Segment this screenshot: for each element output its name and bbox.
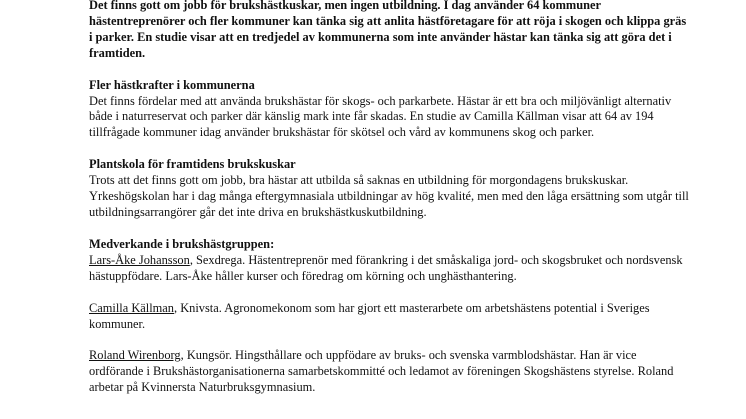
member-roland [89,348,689,396]
document-page [89,0,689,412]
member-name-link[interactable]: Camilla Källman [89,300,174,315]
intro-paragraph: Det finns gott om jobb för brukshästkuskar, men ingen utbildning. I dag använder 64 kommuner hästentreprenörer och fler kommuner kan tänka sig att anlita hästföretagare för att röja i skogen och klippa gräs i parker. En studie visar att en tredjedel av kommunerna som inte använder hästar kan tänka sig att göra det i framtiden. [89,0,687,60]
members-heading: Medverkande i brukshästgruppen: [89,236,275,251]
member-camilla [89,301,689,333]
member-description: , Sexdrega. Hästentreprenör med förankring i det småskaliga jord- och skogsbruket och nordsvensk hästuppfödare. Lars-Åke håller kurser och föredrag om körning och unghästhantering. [89,252,683,283]
member-description: , Kungsör. Hingsthållare och uppfödare av bruks- och svenska varmblodshästar. Han är vice ordförande i Brukshästorganisationerna samarbetskommitté och ledamot av föreningen Skogshästens styrelse. Roland arbetar på Kvinnersta Naturbruksgymnasium. [89,348,674,395]
member-name-link[interactable]: Lars-Åke Johansson [89,252,190,267]
section-heading-nursery: Plantskola för framtidens brukskuskar [89,157,296,172]
section-heading-horsepower: Fler hästkrafter i kommunerna [89,77,255,92]
section-body-nursery: Trots att det finns gott om jobb, bra hästar att utbilda så saknas en utbildning för morgondagens brukskuskar. Yrkeshögskolan har i dag många eftergymnasiala utbildningar av hög kvalité, men med den låga ersättning som utgår till utbildningsarrangörer går det inte driva en brukshästkuskutbildning. [89,173,689,219]
section-nursery [89,157,689,221]
section-body-horsepower: Det finns fördelar med att använda brukshästar för skogs- och parkarbete. Hästar är ett bra och miljövänligt alternativ både i naturreservat och parker där känslig mark inte får skadas. En studie av Camilla Källman visar att 64 av 194 tillfrågade kommuner idag använder brukshästar för skötsel och vård av kommunens skog och parker. [89,93,672,140]
member-lars-ake [89,253,689,285]
member-name-link[interactable]: Roland Wirenborg [89,348,181,363]
section-horsepower [89,78,689,142]
member-description: , Knivsta. Agronomekonom som har gjort ett masterarbete om arbetshästens potential i Sveriges kommuner. [89,300,650,331]
